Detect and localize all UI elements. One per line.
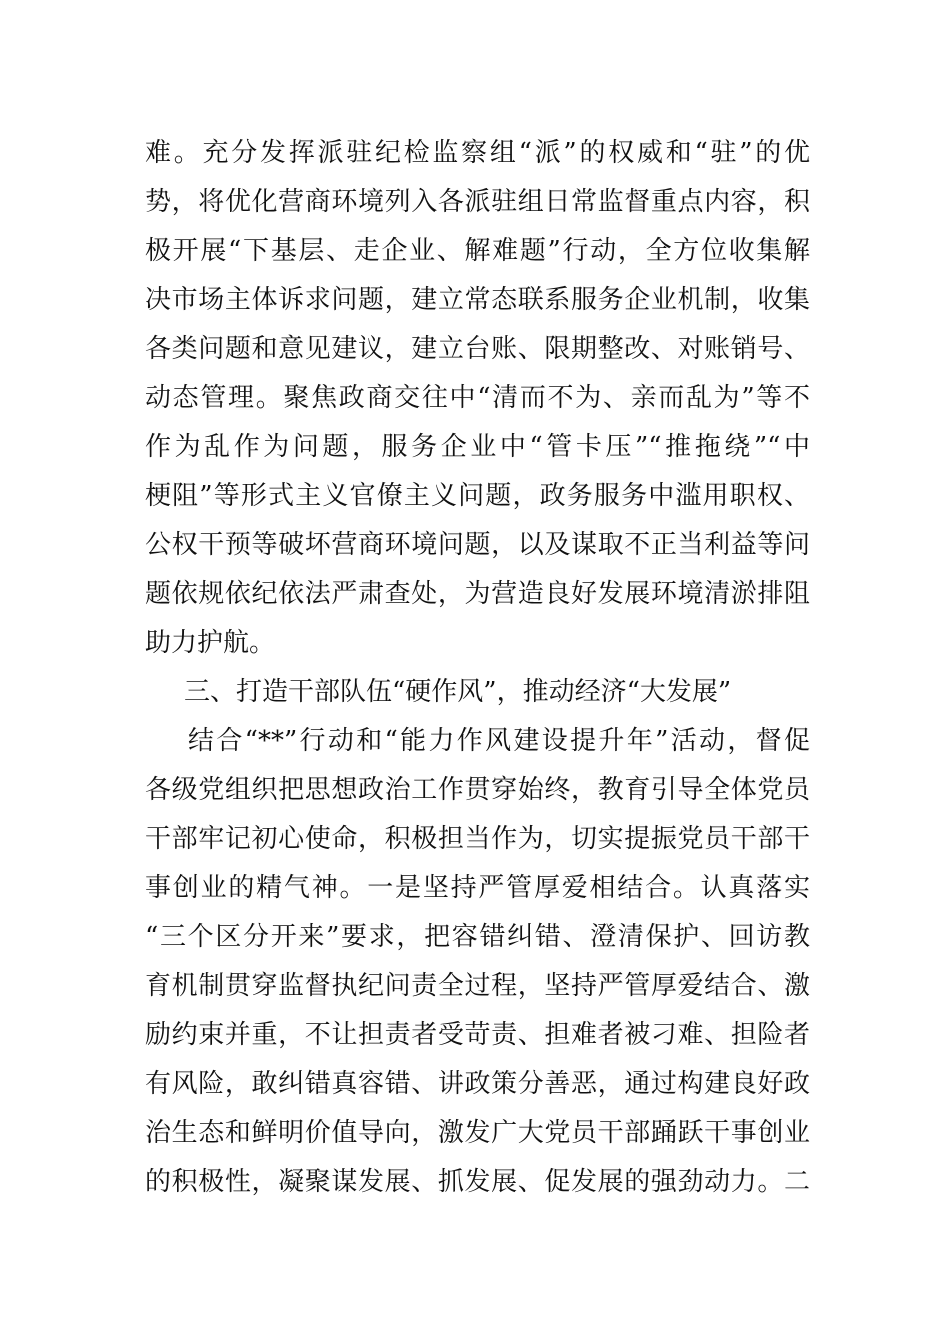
body-text-line: “三个区分开来”要求，把容错纠错、澄清保护、回访教 bbox=[145, 922, 810, 952]
body-text-line: 育机制贯穿监督执纪问责全过程，坚持严管厚爱结合、激 bbox=[145, 971, 810, 1001]
body-text-line: 梗阻”等形式主义官僚主义问题，政务服务中滥用职权、 bbox=[145, 481, 810, 511]
body-text-line: 作为乱作为问题，服务企业中“管卡压”“推拖绕”“中 bbox=[145, 432, 810, 462]
body-text-line: 各级党组织把思想政治工作贯穿始终，教育引导全体党员 bbox=[145, 775, 810, 805]
body-text-line: 干部牢记初心使命，积极担当作为，切实提振党员干部干 bbox=[145, 824, 810, 854]
paragraph-first-line: 结合“**”行动和“能力作风建设提升年”活动，督促 bbox=[188, 726, 810, 756]
body-text-line: 公权干预等破坏营商环境问题，以及谋取不正当利益等问 bbox=[145, 530, 810, 560]
body-text-line: 难。充分发挥派驻纪检监察组“派”的权威和“驻”的优 bbox=[145, 138, 810, 168]
body-text-line: 有风险，敢纠错真容错、讲政策分善恶，通过构建良好政 bbox=[145, 1069, 810, 1099]
body-text-line: 事创业的精气神。一是坚持严管厚爱相结合。认真落实 bbox=[145, 873, 810, 903]
body-text-line: 助力护航。 bbox=[145, 628, 276, 658]
body-text-line: 各类问题和意见建议，建立台账、限期整改、对账销号、 bbox=[145, 334, 810, 364]
body-text-line: 极开展“下基层、走企业、解难题”行动，全方位收集解 bbox=[145, 236, 810, 266]
body-text-line: 励约束并重，不让担责者受苛责、担难者被刁难、担险者 bbox=[145, 1020, 810, 1050]
body-text-line: 决市场主体诉求问题，建立常态联系服务企业机制，收集 bbox=[145, 285, 810, 315]
body-text-line: 的积极性，凝聚谋发展、抓发展、促发展的强劲动力。二 bbox=[145, 1167, 810, 1197]
body-text-line: 势，将优化营商环境列入各派驻组日常监督重点内容，积 bbox=[145, 187, 810, 217]
body-text-line: 题依规依纪依法严肃查处，为营造良好发展环境清淤排阻 bbox=[145, 579, 810, 609]
body-text-line: 治生态和鲜明价值导向，激发广大党员干部踊跃干事创业 bbox=[145, 1118, 810, 1148]
section-heading: 三、打造干部队伍“硬作风”，推动经济“大发展” bbox=[184, 677, 732, 707]
body-text-line: 动态管理。聚焦政商交往中“清而不为、亲而乱为”等不 bbox=[145, 383, 810, 413]
